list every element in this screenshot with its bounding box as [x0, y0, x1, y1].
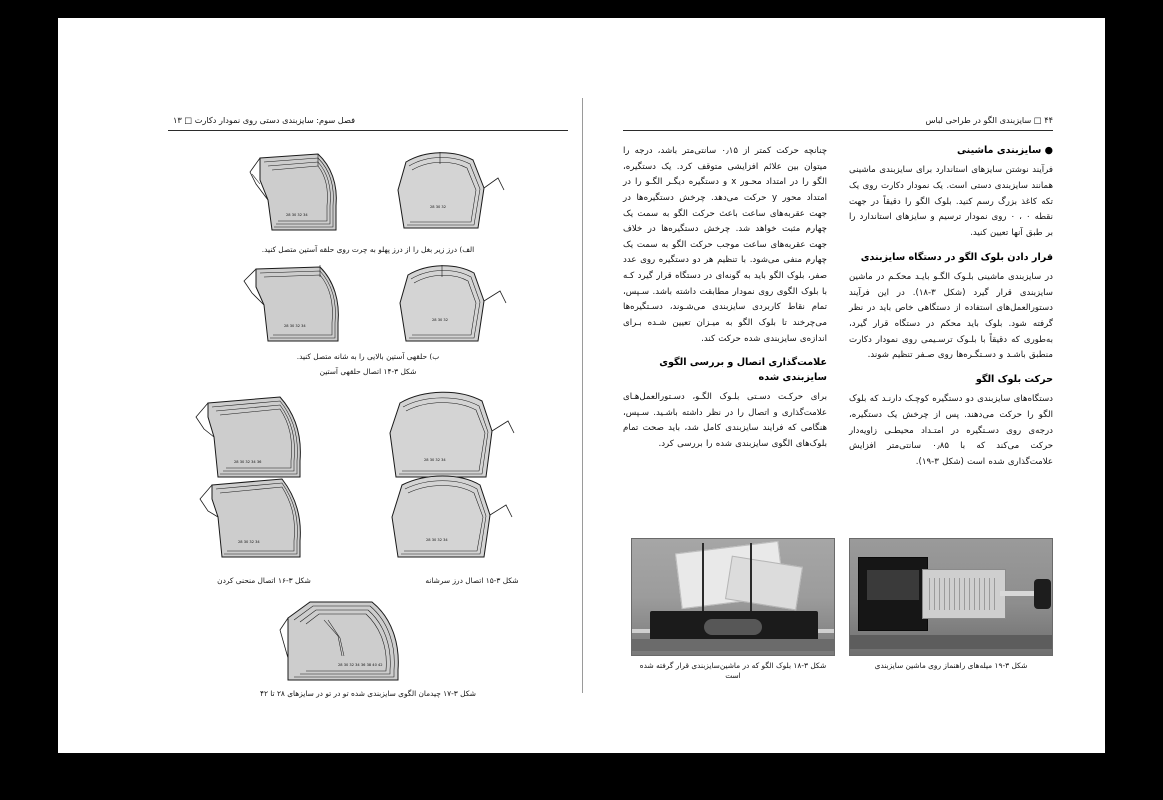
- grading-machine-guides-photo: [849, 538, 1053, 656]
- svg-text:28 30 32: 28 30 32: [430, 205, 447, 209]
- right-page-running-head: ۴۴ □ سایزبندی الگو در طراحی لباس: [925, 115, 1053, 125]
- svg-text:28 30 32: 28 30 32: [432, 318, 449, 323]
- svg-text:28 30 32 34: 28 30 32 34: [284, 324, 306, 329]
- svg-text:28 30 32 34 36: 28 30 32 34 36: [234, 460, 262, 465]
- figure-3-14-caption: شکل ۳-۱۴ اتصال حلقهی آستین: [319, 367, 417, 377]
- figures-column: [168, 144, 568, 704]
- photo-3-19-caption: شکل ۳-۱۹ میله‌های راهنماز روی ماشین سایزبندی: [874, 660, 1028, 670]
- figure-3-14: [168, 144, 568, 255]
- right-head-rule: [623, 130, 1053, 131]
- figure-3-14-row-a-graphic: [168, 144, 568, 244]
- paragraph-place-block: در سایزبندی ماشینی بلـوک الگـو بایـد محکـم در ماشین سایزبندی قرار گیرد (شکل ۳-۱۸). در این فرآیند دستورالعمل‌های استفاده از دستگاهی خاص باید در نظر گرفته شود. بلوک باید محکم در دستگاه قرار گیرد، به‌طوری که دقیقاً با بلـوک ترسـیمی روی نمودار دکارت منطبق باشـد و دسـتگـره‌ها روی صـفر تنظیم شوند.: [849, 271, 1053, 361]
- figure-3-17: [168, 596, 568, 699]
- right-page: [582, 18, 1106, 753]
- figure-3-17-caption: شکل ۳-۱۷ چیدمان الگوی سایزبندی شده تو در تو در سایزهای ۲۸ تا ۴۲: [259, 689, 477, 699]
- svg-text:28 30 32 34: 28 30 32 34: [426, 538, 448, 543]
- paragraph-move-block: دستگاه‌های سایزبندی دو دستگیره کوچـک دارنـد که بلوک الگو را حرکت می‌دهند. پس از چرخش یک دستگیره، درجه‌ی روی دسـتگیره در امتـداد محیطـی زاویه‌دار حرکت می‌کند که با ۰٫۸۵ سانتی‌متر افزایش علامت‌گذاری شده است (شکل ۳-۱۹).: [849, 394, 1054, 467]
- figure-3-14-caption-a: الف) درز زیر بغل را از درز پهلو به چرت روی حلقه آستین متصل کنید.: [261, 245, 475, 254]
- heading-move-block: حرکت بلوک الگو: [975, 373, 1053, 385]
- figure-3-16-caption: شکل ۳-۱۶ اتصال منحنی کردن: [217, 576, 311, 586]
- figure-3-15-3-16: [168, 385, 568, 586]
- figure-3-14-row-b-graphic: [168, 259, 568, 351]
- figure-3-15-3-16-captions: [168, 575, 568, 586]
- photo-block-3-18: [631, 538, 835, 682]
- photo-3-18-caption: شکل ۳-۱۸ بلوک الگو که در ماشین‌سایزبندی قرار گرفته شده است: [639, 660, 827, 681]
- figure-3-14-caption-b: ب) حلقهی آستین بالایی را به شانه متصل کنید.: [296, 352, 440, 362]
- heading-mark-and-check: علامت‌گذاری اتصال و بررسی الگوی سایزبندی شده: [659, 357, 827, 383]
- svg-text:28 30 32 34: 28 30 32 34: [424, 458, 446, 463]
- spread-gutter: [582, 98, 583, 693]
- photo-row: [623, 538, 1053, 682]
- figure-3-17-graphic: [168, 596, 568, 688]
- svg-text:28 30 32 34: 28 30 32 34: [286, 213, 308, 217]
- figure-3-15-caption: شکل ۳-۱۵ اتصال درز سرشانه: [425, 576, 519, 586]
- figure-3-14-row-b: [168, 259, 568, 377]
- left-head-rule: [168, 130, 568, 131]
- left-page-running-head: فصل سوم: سایزبندی دستی روی نمودار دکارت □ ۱۳: [173, 115, 356, 125]
- figure-3-15-3-16-graphic: [168, 385, 568, 575]
- paragraph-continued: چنانچه حرکت کمتر از ۰٫۱۵ سانتی‌متر باشد، درجه را میتوان بین علائم افزایشی متوقف کرد. یک دستگیره، الگو را در امتداد محـور x و دستگیره دیگـر الگـو را در امتداد محور y حرکت می‌دهد. چرخش دستگیره‌ها در جهت عقربه‌های ساعت باعث حرکت الگو به سمت یک چهارم مثبت خواهد شد. چرخش دستگیره‌ها در خلاف جهت عقربه‌های ساعت موجب حرکت الگو به سمت یک چهارم منفی می‌شود. با تنظیم هر دو دستگیره روی عدد صفر، بلوک الگو باید به گونه‌ای در دستگاه قرار گیرد کـه با بلوک الگوی روی نمودار مطابقت داشته باشد. سـپس، تمام نقاط کاربردی سایزبندی می‌شـوند، دسـتگیره‌ها می‌چرخند تا بلوک الگو به میـزان تعیین شـده بـرای اندازه‌ی سایزبندی شده حرکت کند.: [623, 146, 828, 344]
- photo-block-3-19: [849, 538, 1053, 682]
- heading-place-block: قرار دادن بلوک الگو در دستگاه سایزبندی: [860, 251, 1053, 263]
- svg-text:28 30 32 34: 28 30 32 34: [238, 540, 260, 545]
- paragraph-mark-and-check: برای حرکـت دسـتی بلـوک الگـو، دسـتورالعمل‌هـای علامت‌گذاری و اتصال را در نظر داشته باشـید. سـپس، هنگامی که فرایند سایزبندی کامل شد، باید صحت تمام بلوک‌های الگوی سایزبندی شده را بررسی کرد.: [623, 392, 827, 450]
- heading-machine-grading: ● سایزبندی ماشینی: [956, 145, 1053, 156]
- svg-text:28 30 32 34 36 38 40 42: 28 30 32 34 36 38 40 42: [338, 663, 383, 668]
- book-spread: [58, 18, 1105, 753]
- left-page: [58, 18, 582, 753]
- pattern-block-in-grading-machine-photo: [631, 538, 835, 656]
- paragraph-machine-grading: فرآیند نوشتن سایزهای استاندارد برای سایزبندی ماشینی همانند سایزبندی دستی است. یک نمودار دکارت روی یک تکه کاغذ بزرگ رسم کنید. بلوک الگو را دقیقاً در جهت نقطه ۰ ، ۰ روی نمودار ترسیم و سایزهای استاندارد را بر طبق آنها تعیین کنید.: [849, 165, 1053, 238]
- text-columns: [623, 144, 1053, 704]
